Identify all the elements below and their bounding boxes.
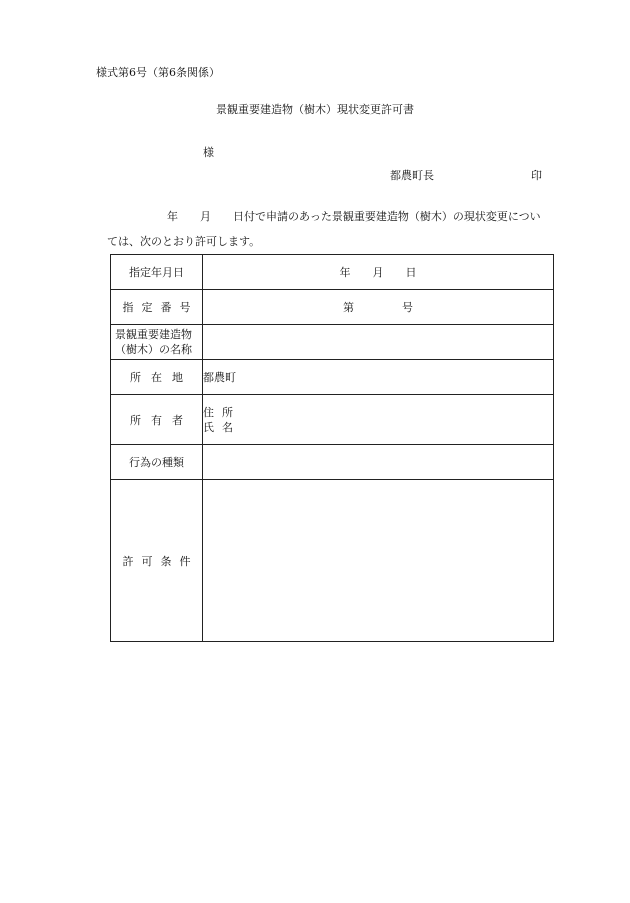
action-type-value[interactable] [203,445,554,480]
row-designation-date [111,255,554,290]
designation-date-value[interactable] [203,255,554,290]
body-month: 月 [200,210,211,223]
body-text-line2: ては、次のとおり許可します。 [107,235,261,248]
designation-number-value[interactable] [203,290,554,325]
row-owner [111,395,554,445]
row-designation-number [111,290,554,325]
structure-name-value[interactable] [203,325,554,360]
date-year: 年 [339,266,351,279]
addressee-suffix: 様 [203,146,214,159]
date-month: 月 [372,266,384,279]
row-structure-name [111,325,554,360]
form-number: 様式第6号（第6条関係） [96,66,220,79]
document-title: 景観重要建造物（樹木）現状変更許可書 [216,103,414,116]
designation-date-label: 指定年月日 [111,255,203,290]
owner-value[interactable] [203,395,554,445]
designation-number-label: 指 定 番 号 [111,290,203,325]
owner-address-label: 住 所 [203,405,233,419]
body-year: 年 [167,210,178,223]
row-conditions [111,480,554,642]
body-text-line1 [167,208,541,224]
date-day: 日 [405,266,417,279]
owner-label: 所 有 者 [111,395,203,445]
location-label: 所 在 地 [111,360,203,395]
body-line1-rest: 日付で申請のあった景観重要建造物（樹木）の現状変更につい [233,210,541,223]
conditions-label: 許 可 条 件 [111,480,203,642]
permit-table [110,254,554,642]
seal-mark: 印 [531,169,542,182]
action-type-label: 行為の種類 [111,445,203,480]
conditions-value[interactable] [203,480,554,642]
owner-name-label: 氏 名 [203,420,233,434]
number-prefix: 第 [343,301,354,314]
structure-name-label: 景観重要建造物 （樹木）の名称 [111,325,203,360]
location-value[interactable]: 都農町 [203,360,554,395]
number-suffix: 号 [402,301,413,314]
issuer-name: 都農町長 [390,169,434,182]
row-location [111,360,554,395]
row-action-type [111,445,554,480]
